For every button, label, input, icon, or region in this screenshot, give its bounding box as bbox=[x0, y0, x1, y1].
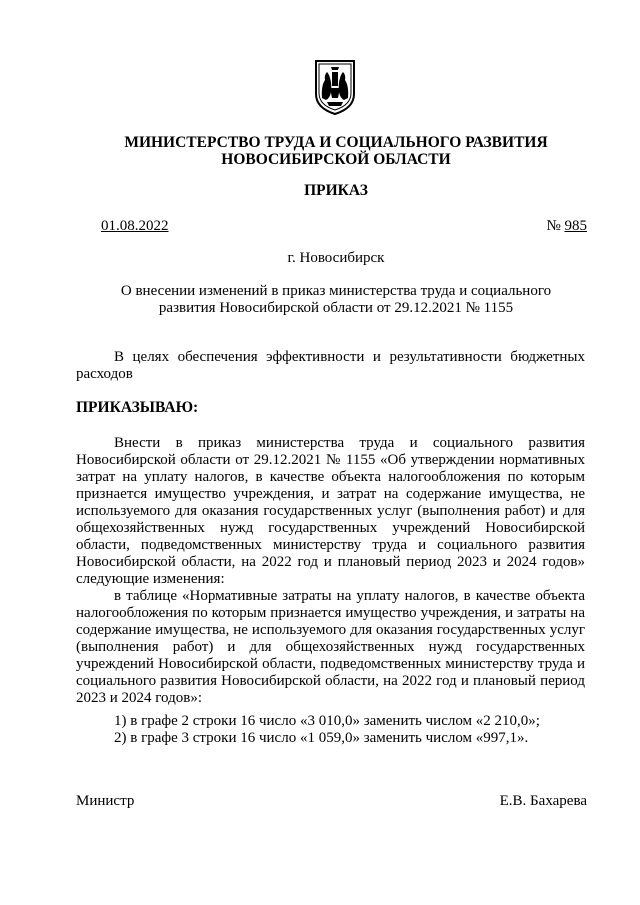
document-subject bbox=[76, 283, 596, 317]
ministry-name-line1: МИНИСТЕРСТВО ТРУДА И СОЦИАЛЬНОГО РАЗВИТИЯ bbox=[124, 134, 548, 151]
list-item: 1) в графе 2 строки 16 число «3 010,0» заменить числом «2 210,0»; bbox=[114, 713, 540, 729]
ministry-name-line2: НОВОСИБИРСКОЙ ОБЛАСТИ bbox=[221, 151, 451, 168]
coat-of-arms-icon bbox=[313, 58, 357, 116]
subject-line1: О внесении изменений в приказ министерства труда и социального bbox=[120, 283, 552, 299]
list-item: 2) в графе 3 строки 16 число «1 059,0» заменить числом «997,1». bbox=[114, 730, 529, 746]
number-prefix: № bbox=[546, 218, 565, 234]
paragraph-table: в таблице «Нормативные затраты на уплату налогов, в качестве объекта налогообложения по которым признается имущество учреждения, и затраты на содержание имущества, не используемого для оказания государственных услуг (выполнения работ) и для общехозяйственных нужд государственных учреждений Новосибирской области, подведомственных министерству труда и социального развития Новосибирской области, на 2022 год и плановый период 2023 и 2024 годов»: bbox=[76, 588, 585, 706]
document-type: ПРИКАЗ bbox=[304, 182, 368, 199]
document-number bbox=[546, 218, 587, 235]
city: г. Новосибирск bbox=[287, 250, 385, 266]
preamble: В целях обеспечения эффективности и результативности бюджетных расходов bbox=[76, 349, 585, 382]
signatory-name: Е.В. Бахарева bbox=[499, 793, 587, 809]
number-value: 985 bbox=[564, 218, 587, 234]
subject-line2: развития Новосибирской области от 29.12.2021 № 1155 bbox=[158, 300, 514, 316]
paragraph-main: Внести в приказ министерства труда и социального развития Новосибирской области от 29.12.2021 № 1155 «Об утверждении нормативных затрат на уплату налогов, в качестве объекта налогообложения по которым признается имущество учреждения, и затрат на содержание имущества, не используемого для оказания государственных услуг (выполнения работ) и для общехозяйственных нужд государственных учреждений Новосибирской области, подведомственных министерству труда и социального развития Новосибирской области, на 2022 год и плановый период 2023 и 2024 годов» следующие изменения: bbox=[76, 435, 585, 587]
signatory-title: Министр bbox=[76, 793, 135, 809]
changes-list bbox=[114, 713, 540, 747]
order-word: ПРИКАЗЫВАЮ: bbox=[76, 399, 199, 416]
document-date: 01.08.2022 bbox=[101, 218, 169, 234]
